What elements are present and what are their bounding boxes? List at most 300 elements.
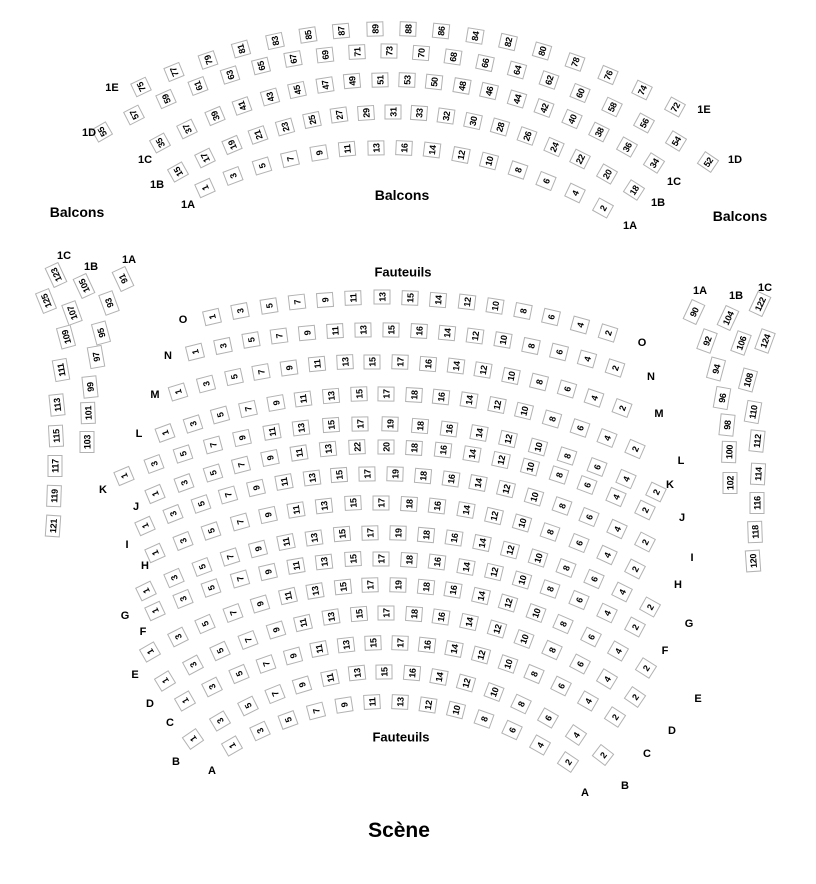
seat[interactable]: 3 [223,166,244,186]
seat[interactable]: 90 [683,299,706,325]
seat[interactable]: 10 [501,366,521,384]
seat[interactable]: 7 [264,684,285,704]
seat[interactable]: 7 [252,363,271,381]
seat[interactable]: 7 [280,149,300,168]
seat[interactable]: 12 [418,696,437,713]
seat[interactable]: 74 [631,79,653,100]
seat[interactable]: 11 [320,669,340,687]
seat[interactable]: 3 [182,654,204,675]
seat[interactable]: 48 [452,77,471,95]
seat[interactable]: 2 [624,558,646,579]
seat[interactable]: 5 [201,578,222,598]
seat[interactable]: 78 [564,52,585,72]
seat[interactable]: 10 [520,457,540,476]
seat[interactable]: 4 [564,724,586,746]
seat[interactable]: 8 [521,337,541,355]
seat[interactable]: 36 [615,136,637,157]
seat[interactable]: 16 [428,498,447,515]
seat[interactable]: 9 [334,696,353,713]
seat[interactable]: 20 [596,163,618,184]
seat[interactable]: 16 [428,554,447,571]
seat[interactable]: 6 [586,456,607,476]
seat[interactable]: 9 [292,675,313,694]
seat[interactable]: 16 [444,529,463,546]
seat[interactable]: 8 [473,709,494,729]
seat[interactable]: 10 [514,629,535,649]
seat[interactable]: 7 [218,486,238,505]
seat[interactable]: 9 [309,144,328,162]
seat[interactable]: 17 [372,551,389,566]
seat[interactable]: 2 [598,323,619,342]
seat[interactable]: 117 [48,455,63,477]
seat[interactable]: 11 [287,501,306,519]
seat[interactable]: 5 [190,494,211,514]
seat[interactable]: 3 [213,337,233,355]
seat[interactable]: 32 [437,107,456,124]
seat[interactable]: 12 [484,507,504,525]
seat[interactable]: 5 [194,614,216,635]
seat[interactable]: 12 [474,362,493,380]
seat[interactable]: 14 [462,445,481,463]
seat[interactable]: 3 [143,454,164,474]
seat[interactable]: 19 [389,577,406,593]
seat[interactable]: 60 [570,82,591,102]
seat[interactable]: 18 [405,387,423,403]
seat[interactable]: 6 [568,590,589,610]
seat[interactable]: 5 [228,664,250,684]
seat[interactable]: 11 [363,694,381,710]
seat[interactable]: 69 [316,46,335,63]
seat[interactable]: 4 [577,690,599,711]
seat[interactable]: 123 [45,262,68,288]
seat[interactable]: 15 [344,551,362,567]
seat[interactable]: 13 [354,322,371,337]
seat[interactable]: 16 [403,665,421,681]
seat[interactable]: 19 [381,416,398,432]
seat[interactable]: 11 [262,423,281,441]
seat[interactable]: 85 [298,26,317,43]
seat[interactable]: 7 [229,513,249,532]
seat[interactable]: 37 [177,118,199,139]
seat[interactable]: 11 [287,557,306,575]
seat[interactable]: 2 [624,686,646,708]
seat[interactable]: 2 [557,751,579,773]
seat[interactable]: 1 [221,735,243,756]
seat[interactable]: 7 [288,294,307,311]
seat[interactable]: 16 [434,442,453,459]
seat[interactable]: 11 [274,473,293,491]
seat[interactable]: 16 [395,140,413,156]
seat[interactable]: 38 [588,121,610,142]
seat[interactable]: 18 [400,496,418,512]
seat[interactable]: 14 [429,292,447,308]
seat[interactable]: 46 [479,82,499,101]
seat[interactable]: 105 [73,273,96,299]
seat[interactable]: 44 [506,89,527,108]
seat[interactable]: 5 [252,157,273,176]
seat[interactable]: 14 [459,613,479,631]
seat[interactable]: 35 [149,132,171,153]
seat[interactable]: 14 [446,358,465,375]
seat[interactable]: 122 [749,291,772,317]
seat[interactable]: 11 [345,290,363,306]
seat[interactable]: 19 [221,135,243,155]
seat[interactable]: 64 [506,61,526,80]
seat[interactable]: 14 [469,424,488,442]
seat[interactable]: 1 [202,308,222,326]
seat[interactable]: 10 [512,570,533,589]
seat[interactable]: 2 [592,197,614,218]
seat[interactable]: 34 [643,152,665,174]
seat[interactable]: 4 [584,388,605,408]
seat[interactable]: 1 [144,543,166,564]
seat[interactable]: 16 [443,582,462,600]
seat[interactable]: 108 [738,367,758,392]
seat[interactable]: 11 [326,323,344,339]
seat[interactable]: 1 [134,516,156,537]
seat[interactable]: 95 [91,320,111,345]
seat[interactable]: 16 [418,637,437,654]
seat[interactable]: 7 [202,436,222,455]
seat[interactable]: 29 [357,104,375,120]
seat[interactable]: 16 [419,355,437,371]
seat[interactable]: 98 [718,413,735,436]
seat[interactable]: 15 [333,526,351,542]
seat[interactable]: 103 [80,431,95,453]
seat[interactable]: 57 [123,104,145,125]
seat[interactable]: 8 [551,496,572,516]
seat[interactable]: 17 [378,386,395,401]
seat[interactable]: 1 [135,581,157,602]
seat[interactable]: 43 [260,87,280,106]
seat[interactable]: 9 [258,562,278,580]
seat[interactable]: 12 [487,396,507,414]
seat[interactable]: 30 [463,111,483,129]
seat[interactable]: 15 [167,161,189,182]
seat[interactable]: 52 [697,151,719,173]
seat[interactable]: 17 [372,495,389,510]
seat[interactable]: 16 [441,470,460,487]
seat[interactable]: 13 [315,497,334,514]
seat[interactable]: 4 [577,350,597,369]
seat[interactable]: 10 [512,514,532,533]
seat[interactable]: 18 [405,606,423,622]
seat[interactable]: 11 [278,587,298,606]
seat[interactable]: 84 [465,27,484,45]
seat[interactable]: 7 [229,569,250,588]
seat[interactable]: 13 [336,354,354,370]
seat[interactable]: 11 [294,390,313,407]
seat[interactable]: 87 [332,23,350,39]
seat[interactable]: 19 [386,466,403,482]
seat[interactable]: 3 [167,627,189,648]
seat[interactable]: 118 [747,521,763,544]
seat[interactable]: 93 [98,290,120,316]
seat[interactable]: 6 [569,418,590,438]
seat[interactable]: 2 [592,744,615,766]
seat[interactable]: 16 [432,608,451,625]
seat[interactable]: 10 [479,152,499,171]
seat[interactable]: 10 [446,701,466,720]
seat[interactable]: 20 [377,439,394,454]
seat[interactable]: 47 [315,76,334,93]
seat[interactable]: 15 [376,664,393,679]
seat[interactable]: 14 [423,142,442,159]
seat[interactable]: 92 [696,328,718,354]
seat[interactable]: 5 [201,521,222,541]
seat[interactable]: 9 [282,646,302,665]
seat[interactable]: 27 [329,107,348,124]
seat[interactable]: 3 [173,531,194,551]
seat[interactable]: 18 [410,417,428,433]
seat[interactable]: 22 [569,149,591,170]
seat[interactable]: 31 [384,104,401,119]
seat[interactable]: 18 [405,440,423,456]
seat[interactable]: 121 [45,515,61,538]
seat[interactable]: 5 [237,696,259,717]
seat[interactable]: 125 [35,288,57,314]
seat[interactable]: 21 [248,125,269,145]
seat[interactable]: 1 [194,178,216,199]
seat[interactable]: 8 [555,558,576,578]
seat[interactable]: 18 [414,467,432,483]
seat[interactable]: 6 [541,308,561,326]
seat[interactable]: 51 [371,72,388,87]
seat[interactable]: 42 [534,98,555,118]
seat[interactable]: 6 [580,626,602,647]
seat[interactable]: 15 [364,635,382,651]
seat[interactable]: 13 [367,140,384,155]
seat[interactable]: 9 [316,291,334,307]
seat[interactable]: 4 [596,668,618,690]
seat[interactable]: 83 [265,32,285,50]
seat[interactable]: 12 [498,594,519,613]
seat[interactable]: 16 [410,323,428,339]
seat[interactable]: 68 [443,48,462,65]
seat[interactable]: 3 [173,588,194,608]
seat[interactable]: 5 [191,557,212,577]
seat[interactable]: 2 [645,482,667,503]
seat[interactable]: 3 [201,676,223,697]
seat[interactable]: 1 [139,641,161,662]
seat[interactable]: 111 [52,358,71,382]
seat[interactable]: 10 [528,548,549,567]
seat[interactable]: 61 [187,76,208,96]
seat[interactable]: 13 [373,290,390,305]
seat[interactable]: 14 [472,534,492,552]
seat[interactable]: 33 [410,105,428,121]
seat[interactable]: 13 [337,637,356,654]
seat[interactable]: 12 [466,327,485,344]
seat[interactable]: 72 [664,96,686,117]
seat[interactable]: 2 [634,531,656,552]
seat[interactable]: 54 [665,131,687,153]
seat[interactable]: 12 [484,563,504,582]
seat[interactable]: 15 [349,606,367,622]
seat[interactable]: 12 [486,620,507,639]
seat[interactable]: 13 [319,441,337,458]
seat[interactable]: 1 [182,728,205,750]
seat[interactable]: 67 [284,50,303,68]
seat[interactable]: 116 [750,492,765,514]
seat[interactable]: 7 [231,455,251,474]
seat[interactable]: 14 [456,502,475,520]
seat[interactable]: 6 [579,506,600,526]
seat[interactable]: 5 [173,444,194,463]
seat[interactable]: 8 [553,613,575,634]
seat[interactable]: 70 [412,45,430,61]
seat[interactable]: 10 [524,487,545,506]
seat[interactable]: 17 [361,525,378,540]
seat[interactable]: 7 [306,702,326,721]
seat[interactable]: 76 [598,65,619,85]
seat[interactable]: 1 [168,382,189,401]
seat[interactable]: 8 [540,579,561,599]
seat[interactable]: 5 [209,641,231,662]
seat[interactable]: 50 [425,74,443,91]
seat[interactable]: 15 [334,579,352,596]
seat[interactable]: 1 [113,466,134,486]
seat[interactable]: 13 [322,388,340,404]
seat[interactable]: 11 [290,444,309,461]
seat[interactable]: 18 [623,179,645,201]
seat[interactable]: 8 [513,302,533,320]
seat[interactable]: 4 [570,315,590,334]
seat[interactable]: 80 [531,41,552,60]
seat[interactable]: 13 [306,582,325,600]
seat[interactable]: 4 [606,518,628,539]
seat[interactable]: 13 [391,694,409,710]
seat[interactable]: 17 [359,466,376,481]
seat[interactable]: 28 [490,118,510,137]
seat[interactable]: 17 [362,577,380,593]
seat[interactable]: 91 [112,266,135,292]
seat[interactable]: 113 [48,393,65,416]
seat[interactable]: 15 [350,386,368,402]
seat[interactable]: 17 [194,147,216,168]
seat[interactable]: 2 [624,616,646,637]
seat[interactable]: 7 [270,327,289,344]
seat[interactable]: 26 [516,126,537,146]
seat[interactable]: 101 [80,402,96,425]
seat[interactable]: 39 [204,106,225,126]
seat[interactable]: 4 [616,468,638,489]
seat[interactable]: 4 [596,602,618,623]
seat[interactable]: 9 [298,325,316,342]
seat[interactable]: 12 [500,540,520,559]
seat[interactable]: 18 [400,552,418,568]
seat[interactable]: 53 [398,72,416,88]
seat[interactable]: 58 [601,96,623,117]
seat[interactable]: 102 [723,472,738,494]
seat[interactable]: 3 [249,721,271,742]
seat[interactable]: 14 [438,325,456,342]
seat[interactable]: 115 [48,425,64,448]
seat[interactable]: 2 [611,398,632,418]
seat[interactable]: 86 [432,23,450,40]
seat[interactable]: 12 [457,294,476,311]
seat[interactable]: 7 [255,654,276,674]
seat[interactable]: 17 [378,605,395,620]
seat[interactable]: 112 [748,429,765,452]
seat[interactable]: 4 [529,734,551,755]
seat[interactable]: 63 [219,65,240,84]
seat[interactable]: 17 [391,354,409,370]
seat[interactable]: 2 [634,500,656,521]
seat[interactable]: 4 [611,582,633,603]
seat[interactable]: 73 [380,44,397,59]
seat[interactable]: 4 [596,545,618,566]
seat[interactable]: 9 [280,359,299,376]
seat[interactable]: 23 [275,117,295,136]
seat[interactable]: 40 [561,109,583,130]
seat[interactable]: 96 [713,386,732,410]
seat[interactable]: 14 [469,474,489,492]
seat[interactable]: 6 [556,380,577,399]
seat[interactable]: 3 [162,504,183,524]
seat[interactable]: 3 [196,375,216,394]
seat[interactable]: 100 [721,441,737,464]
seat[interactable]: 3 [173,473,194,493]
seat[interactable]: 7 [220,547,241,566]
seat[interactable]: 8 [510,693,532,714]
seat[interactable]: 82 [498,33,518,51]
seat[interactable]: 114 [750,463,766,486]
seat[interactable]: 12 [498,430,518,448]
seat[interactable]: 15 [364,354,381,369]
seat[interactable]: 4 [564,183,586,204]
seat[interactable]: 13 [348,665,367,682]
seat[interactable]: 77 [164,62,185,82]
seat[interactable]: 1 [174,690,196,711]
seat[interactable]: 8 [524,664,545,684]
seat[interactable]: 12 [491,450,511,468]
seat[interactable]: 13 [315,553,334,570]
seat[interactable]: 12 [470,646,490,665]
seat[interactable]: 9 [260,449,280,467]
seat[interactable]: 9 [266,394,285,412]
seat[interactable]: 7 [238,399,258,417]
seat[interactable]: 119 [46,485,62,508]
seat[interactable]: 75 [130,77,152,98]
seat[interactable]: 13 [305,529,324,546]
seat[interactable]: 15 [401,290,419,306]
seat[interactable]: 4 [597,428,618,448]
seat[interactable]: 5 [202,463,223,482]
seat[interactable]: 120 [745,550,761,573]
seat[interactable]: 7 [237,630,258,650]
seat[interactable]: 10 [525,603,546,623]
seat[interactable]: 110 [744,400,763,424]
seat[interactable]: 16 [432,389,450,406]
seat[interactable]: 10 [528,437,548,456]
seat[interactable]: 88 [399,21,417,37]
seat[interactable]: 22 [348,439,366,455]
seat[interactable]: 56 [633,112,655,133]
seat[interactable]: 106 [730,330,752,356]
seat[interactable]: 11 [308,356,326,372]
seat[interactable]: 17 [391,635,409,651]
seat[interactable]: 5 [224,368,244,386]
seat[interactable]: 13 [302,469,321,486]
seat[interactable]: 1 [185,343,205,362]
seat[interactable]: 5 [259,297,278,314]
seat[interactable]: 16 [440,420,459,437]
seat[interactable]: 18 [416,579,434,596]
seat[interactable]: 2 [624,439,646,460]
seat[interactable]: 9 [265,620,286,639]
seat[interactable]: 6 [569,653,591,674]
